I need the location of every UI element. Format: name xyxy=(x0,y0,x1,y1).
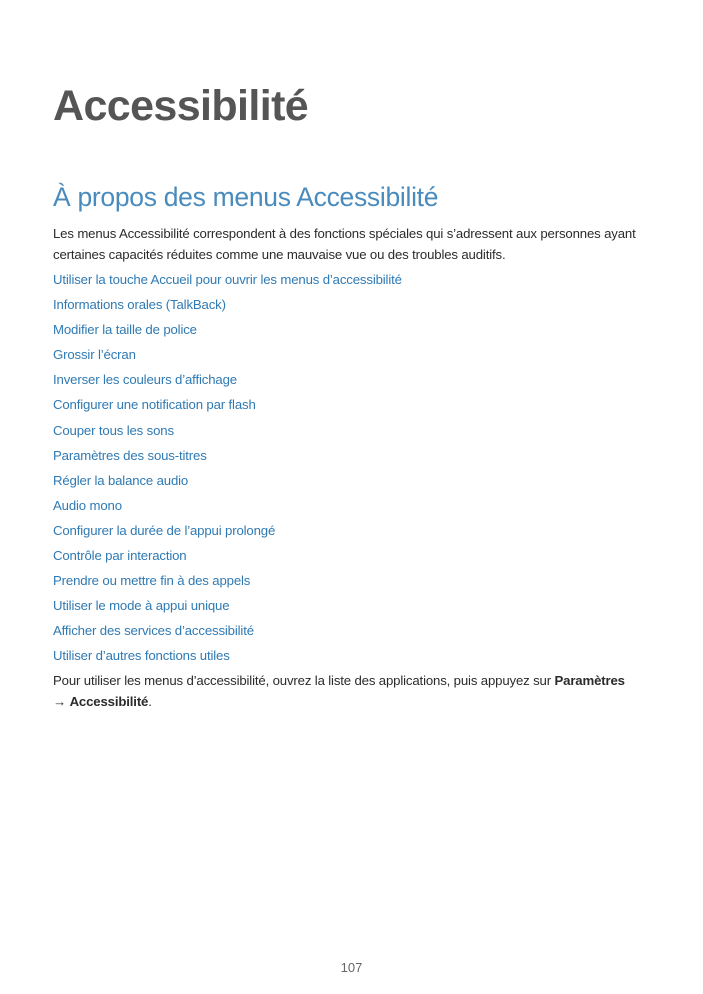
link-font-size[interactable]: Modifier la taille de police xyxy=(53,322,197,338)
intro-paragraph: Les menus Accessibilité correspondent à des fonctions spéciales qui s’adressent aux personnes ayant certaines capacités réduites comme une mauvaise vue ou des troubles auditifs. xyxy=(53,226,636,262)
link-interaction-control[interactable]: Contrôle par interaction xyxy=(53,548,187,564)
page-number: 107 xyxy=(340,960,363,975)
link-single-tap-mode[interactable]: Utiliser le mode à appui unique xyxy=(53,598,230,614)
link-tap-and-hold-delay[interactable]: Configurer la durée de l’appui prolongé xyxy=(53,522,276,538)
link-caption-settings[interactable]: Paramètres des sous-titres xyxy=(53,447,207,463)
link-accessibility-services[interactable]: Afficher des services d’accessibilité xyxy=(53,623,254,639)
accessibility-label: Accessibilité xyxy=(69,693,149,709)
link-mute-all-sounds[interactable]: Couper tous les sons xyxy=(53,422,174,438)
link-magnification[interactable]: Grossir l’écran xyxy=(53,347,136,363)
settings-label: Paramètres xyxy=(554,673,625,688)
link-talkback[interactable]: Informations orales (TalkBack) xyxy=(53,297,226,313)
arrow-icon: → xyxy=(53,693,67,709)
link-sound-balance[interactable]: Régler la balance audio xyxy=(53,472,189,488)
section-title: À propos des menus Accessibilité xyxy=(53,182,439,212)
accessibility-links-list xyxy=(53,267,402,669)
link-flash-notification[interactable]: Configurer une notification par flash xyxy=(53,397,256,413)
outro-end: . xyxy=(148,693,152,709)
outro-text: Pour utiliser les menus d’accessibilité, ouvrez la liste des applications, puis appuyez sur xyxy=(53,673,555,688)
link-answer-end-calls[interactable]: Prendre ou mettre fin à des appels xyxy=(53,573,251,589)
link-other-useful-features[interactable]: Utiliser d’autres fonctions utiles xyxy=(53,648,230,664)
link-invert-colors[interactable]: Inverser les couleurs d’affichage xyxy=(53,372,237,388)
link-mono-audio[interactable]: Audio mono xyxy=(53,497,122,513)
link-home-key-accessibility[interactable]: Utiliser la touche Accueil pour ouvrir les menus d’accessibilité xyxy=(53,272,402,287)
chapter-title: Accessibilité xyxy=(53,82,309,130)
outro-paragraph xyxy=(53,671,653,712)
